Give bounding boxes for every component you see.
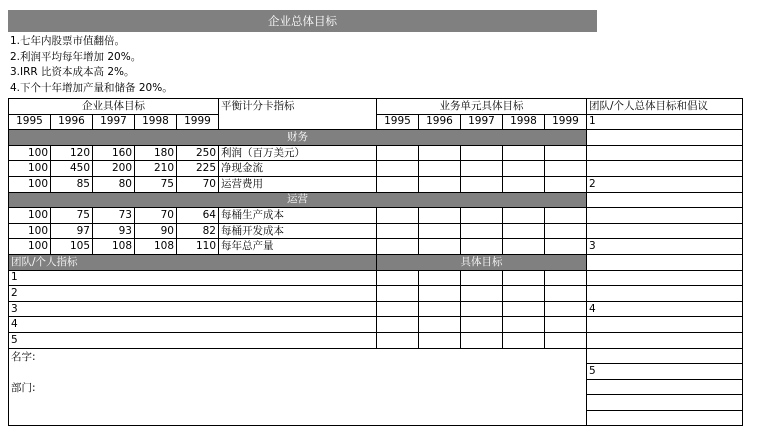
bu-cell — [545, 270, 587, 286]
corp-value: 82 — [177, 223, 219, 239]
corp-value: 120 — [51, 145, 93, 161]
team-number: 4 — [587, 301, 743, 317]
bu-cell — [419, 301, 461, 317]
corp-value: 210 — [135, 161, 177, 177]
corp-value: 73 — [93, 208, 135, 224]
bu-cell — [419, 270, 461, 286]
bu-cell — [545, 161, 587, 177]
bu-cell — [461, 161, 503, 177]
team-cell — [587, 348, 743, 364]
bu-cell — [377, 332, 419, 348]
bu-cell — [503, 176, 545, 192]
corp-value: 100 — [9, 176, 51, 192]
bu-cell — [545, 176, 587, 192]
section-operations: 运营 — [9, 192, 587, 208]
department-label: 部门: — [11, 381, 36, 394]
bu-cell — [461, 239, 503, 255]
bu-cell — [545, 145, 587, 161]
bu-cell — [545, 301, 587, 317]
bu-cell — [503, 223, 545, 239]
corp-value: 93 — [93, 223, 135, 239]
corp-value: 70 — [135, 208, 177, 224]
year-header: 1999 — [177, 114, 219, 130]
team-cell — [587, 286, 743, 302]
goal-item: 3.IRR 比资本成本高 2%。 — [10, 66, 135, 78]
team-cell — [587, 254, 743, 270]
team-number: 5 — [587, 364, 743, 380]
bu-cell — [503, 286, 545, 302]
year-header: 1998 — [503, 114, 545, 130]
bu-cell — [545, 223, 587, 239]
year-header: 1998 — [135, 114, 177, 130]
year-header: 1997 — [93, 114, 135, 130]
bu-cell — [503, 332, 545, 348]
indicator-label: 每桶生产成本 — [219, 208, 377, 224]
bu-cell — [377, 208, 419, 224]
bu-cell — [419, 317, 461, 333]
corp-value: 80 — [93, 176, 135, 192]
targets-table — [8, 98, 743, 426]
bu-targets-header: 业务单元具体目标 — [377, 99, 587, 115]
corp-value: 70 — [177, 176, 219, 192]
corp-value: 97 — [51, 223, 93, 239]
corp-value: 108 — [93, 239, 135, 255]
bu-cell — [377, 223, 419, 239]
corp-value: 85 — [51, 176, 93, 192]
bu-cell — [461, 332, 503, 348]
bu-cell — [377, 145, 419, 161]
bu-cell — [377, 317, 419, 333]
year-header: 1995 — [9, 114, 51, 130]
bu-cell — [419, 208, 461, 224]
team-cell — [587, 130, 743, 146]
corp-value: 105 — [51, 239, 93, 255]
bu-cell — [461, 208, 503, 224]
year-header: 1996 — [51, 114, 93, 130]
bu-cell — [545, 286, 587, 302]
bu-cell — [545, 332, 587, 348]
indicator-label: 运营费用 — [219, 176, 377, 192]
team-cell — [587, 379, 743, 395]
bu-cell — [503, 208, 545, 224]
indicator-label: 利润（百万美元） — [219, 145, 377, 161]
bu-cell — [503, 239, 545, 255]
team-indicator-row: 5 — [9, 332, 377, 348]
team-targets-header: 团队/个人总体目标和倡议 — [587, 99, 743, 115]
goal-item: 1.七年内股票市值翻倍。 — [10, 35, 126, 47]
corp-value: 75 — [135, 176, 177, 192]
bu-cell — [419, 176, 461, 192]
section-specific-targets: 具体目标 — [377, 254, 587, 270]
corp-value: 450 — [51, 161, 93, 177]
team-cell — [587, 161, 743, 177]
bu-cell — [419, 161, 461, 177]
corp-value: 64 — [177, 208, 219, 224]
bu-cell — [377, 301, 419, 317]
corp-value: 100 — [9, 161, 51, 177]
bu-cell — [545, 208, 587, 224]
bu-cell — [461, 286, 503, 302]
year-header: 1999 — [545, 114, 587, 130]
bu-cell — [377, 286, 419, 302]
bu-cell — [461, 223, 503, 239]
team-number: 2 — [587, 176, 743, 192]
team-number: 1 — [587, 114, 743, 130]
team-indicator-row: 4 — [9, 317, 377, 333]
team-cell — [587, 192, 743, 208]
team-cell — [587, 332, 743, 348]
indicator-label: 净现金流 — [219, 161, 377, 177]
bu-cell — [377, 176, 419, 192]
corp-value: 100 — [9, 239, 51, 255]
corp-value: 200 — [93, 161, 135, 177]
corp-value: 75 — [51, 208, 93, 224]
name-label: 名字: — [11, 350, 36, 363]
year-header: 1995 — [377, 114, 419, 130]
team-cell — [587, 395, 743, 411]
page-title: 企业总体目标 — [8, 10, 597, 32]
bu-cell — [545, 239, 587, 255]
bu-cell — [377, 161, 419, 177]
team-cell — [587, 317, 743, 333]
team-cell — [587, 145, 743, 161]
corp-value: 100 — [9, 208, 51, 224]
corp-value: 108 — [135, 239, 177, 255]
year-header: 1997 — [461, 114, 503, 130]
bu-cell — [377, 270, 419, 286]
section-finance: 财务 — [9, 130, 587, 146]
bu-cell — [503, 317, 545, 333]
bsc-header-spacer — [219, 114, 377, 130]
team-cell — [587, 208, 743, 224]
team-indicator-row: 3 — [9, 301, 377, 317]
corp-value: 250 — [177, 145, 219, 161]
corp-value: 100 — [9, 145, 51, 161]
bu-cell — [419, 223, 461, 239]
bsc-header: 平衡计分卡指标 — [219, 99, 377, 115]
team-cell — [587, 223, 743, 239]
signature-block — [9, 348, 587, 426]
bu-cell — [461, 301, 503, 317]
bu-cell — [461, 145, 503, 161]
indicator-label: 每年总产量 — [219, 239, 377, 255]
bu-cell — [419, 145, 461, 161]
corp-value: 100 — [9, 223, 51, 239]
corporate-goals-list — [10, 34, 173, 96]
bu-cell — [503, 270, 545, 286]
bu-cell — [461, 317, 503, 333]
bu-cell — [377, 239, 419, 255]
bu-cell — [503, 161, 545, 177]
bu-cell — [419, 332, 461, 348]
bu-cell — [461, 176, 503, 192]
bu-cell — [545, 317, 587, 333]
corp-value: 160 — [93, 145, 135, 161]
bu-cell — [419, 239, 461, 255]
corp-targets-header: 企业具体目标 — [9, 99, 219, 115]
corp-value: 90 — [135, 223, 177, 239]
corp-value: 225 — [177, 161, 219, 177]
team-cell — [587, 410, 743, 426]
goal-item: 4.下个十年增加产量和储备 20%。 — [10, 81, 173, 94]
corp-value: 180 — [135, 145, 177, 161]
corp-value: 110 — [177, 239, 219, 255]
bu-cell — [503, 145, 545, 161]
year-header: 1996 — [419, 114, 461, 130]
section-team-indicators: 团队/个人指标 — [9, 254, 377, 270]
team-indicator-row: 2 — [9, 286, 377, 302]
bu-cell — [461, 270, 503, 286]
team-indicator-row: 1 — [9, 270, 377, 286]
indicator-label: 每桶开发成本 — [219, 223, 377, 239]
team-cell — [587, 270, 743, 286]
bu-cell — [503, 301, 545, 317]
bu-cell — [419, 286, 461, 302]
goal-item: 2.利润平均每年增加 20%。 — [10, 50, 142, 63]
team-number: 3 — [587, 239, 743, 255]
